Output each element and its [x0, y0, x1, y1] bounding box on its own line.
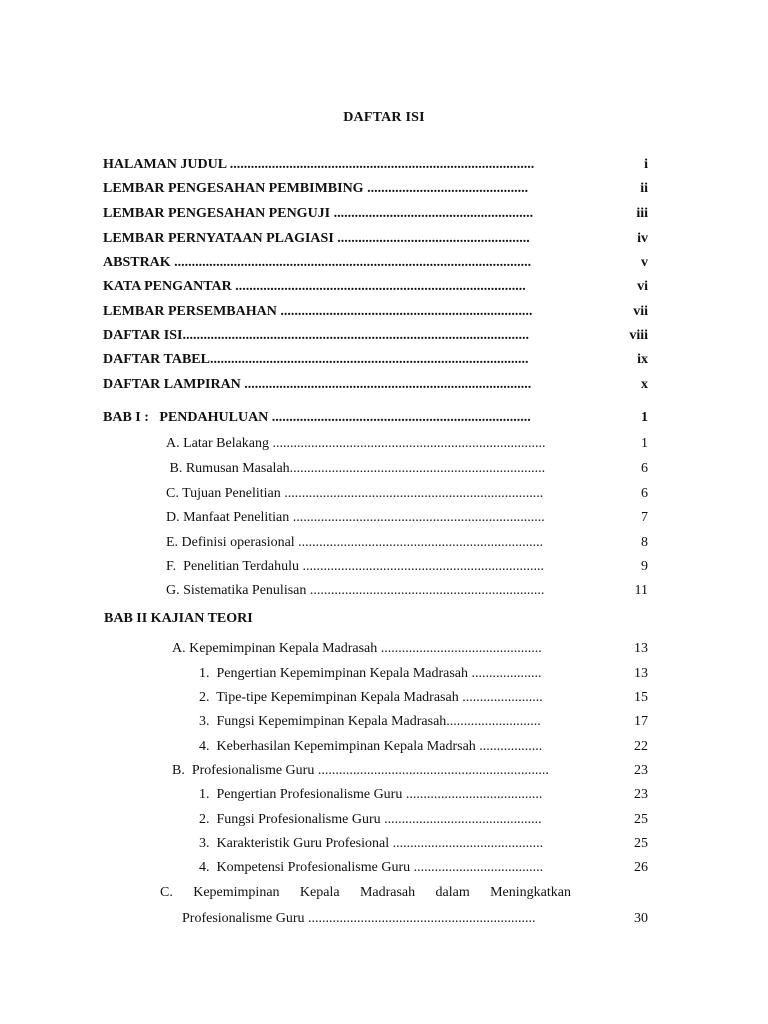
toc-subentry-title: E. Definisi operasional ...................................................................... [166, 535, 544, 550]
toc-subsubentry [199, 834, 648, 854]
toc-subsubentry-title: 2. Fungsi Profesionalisme Guru ............................................. [199, 812, 542, 827]
toc-subsubentry [199, 810, 648, 830]
toc-subentry-title: G. Sistematika Penulisan ................................................................... [166, 583, 545, 598]
chapter-heading-title: BAB II KAJIAN TEORI [104, 611, 253, 626]
toc-subentry [172, 639, 648, 659]
toc-entry [103, 179, 648, 199]
toc-subsubentry-page: 25 [634, 812, 648, 827]
toc-subentry-page: 9 [641, 559, 648, 574]
toc-entry-page: i [644, 157, 648, 172]
toc-subsubentry [199, 858, 648, 878]
toc-subsubentry [199, 712, 648, 732]
toc-subsubentry-title: 2. Tipe-tipe Kepemimpinan Kepala Madrasah ....................... [199, 690, 543, 705]
toc-entry-title: LEMBAR PERNYATAAN PLAGIASI ....................................................... [103, 231, 530, 246]
toc-entry-page: x [641, 377, 648, 392]
toc-entry-title: DAFTAR LAMPIRAN .................................................................................. [103, 377, 532, 392]
toc-entry [103, 350, 648, 370]
toc-entry-page: vi [637, 279, 648, 294]
toc-subsubentry-title: 3. Fungsi Kepemimpinan Kepala Madrasah........................... [199, 714, 541, 729]
toc-entry-title: LEMBAR PERSEMBAHAN ........................................................................ [103, 304, 533, 319]
toc-subsubentry-page: 23 [634, 787, 648, 802]
toc-entry [103, 277, 648, 297]
toc-subsubentry-title: 4. Kompetensi Profesionalisme Guru ..................................... [199, 860, 544, 875]
toc-subentry-title: C. Tujuan Penelitian .......................................................................... [166, 486, 544, 501]
toc-subentry-title: B. Profesionalisme Guru .................................................................. [172, 763, 549, 778]
toc-subentry-title: F. Penelitian Terdahulu ..................................................................... [166, 559, 544, 574]
toc-subentry-title: A. Latar Belakang .............................................................................. [166, 436, 546, 451]
toc-subentry-title: A. Kepemimpinan Kepala Madrasah .............................................. [172, 641, 542, 656]
toc-entry-page: ix [637, 352, 648, 367]
toc-subentry [172, 761, 648, 781]
toc-subsubentry [199, 664, 648, 684]
toc-subentry-page: 8 [641, 535, 648, 550]
toc-entry-page: iv [637, 231, 648, 246]
page-title: DAFTAR ISI [343, 110, 425, 125]
word: Madrasah [359, 885, 416, 900]
word: Meningkatkan [490, 885, 571, 900]
toc-entry [103, 253, 648, 273]
chapter-heading-page: 1 [641, 410, 648, 425]
toc-entry-page: v [641, 255, 648, 270]
toc-subentry [166, 581, 648, 601]
word: C. [160, 885, 173, 900]
toc-subentry-page: 23 [634, 763, 648, 778]
toc-subentry-title: B. Rumusan Masalah......................................................................... [166, 461, 546, 476]
toc-subentry-page: 13 [634, 641, 648, 656]
toc-subsubentry [199, 688, 648, 708]
toc-subentry-page: 6 [641, 461, 648, 476]
toc-subentry [166, 557, 648, 577]
toc-subsubentry-page: 22 [634, 739, 648, 754]
toc-entry-title: LEMBAR PENGESAHAN PEMBIMBING .............................................. [103, 181, 529, 196]
toc-subentry-page: 7 [641, 510, 648, 525]
toc-subsubentry [199, 785, 648, 805]
toc-subsubentry-title: 1. Pengertian Kepemimpinan Kepala Madrasah .................... [199, 666, 542, 681]
toc-entry [103, 326, 648, 346]
toc-subsubentry-title: 3. Karakteristik Guru Profesional ........................................... [199, 836, 544, 851]
toc-entry-title: HALAMAN JUDUL ....................................................................................... [103, 157, 535, 172]
toc-subsubentry-page: 13 [634, 666, 648, 681]
toc-subentry [166, 484, 648, 504]
toc-subentry [166, 434, 648, 454]
toc-entry-page: ii [640, 181, 648, 196]
chapter-heading-title: BAB I : PENDAHULUAN .......................................................................... [103, 410, 531, 425]
toc-entry [103, 229, 648, 249]
toc-subentry-multiline-first [160, 883, 571, 903]
toc-entry-title: DAFTAR TABEL........................................................................................... [103, 352, 529, 367]
toc-entry-title: DAFTAR ISI................................................................................................... [103, 328, 529, 343]
toc-entry-page: iii [636, 206, 648, 221]
toc-subsubentry-page: 26 [634, 860, 648, 875]
toc-entry [103, 375, 648, 395]
toc-subentry-page: 1 [641, 436, 648, 451]
toc-subsubentry-page: 25 [634, 836, 648, 851]
toc-entry-page: vii [633, 304, 648, 319]
toc-subsubentry [199, 737, 648, 757]
toc-subentry-title: D. Manfaat Penelitian ........................................................................ [166, 510, 545, 525]
toc-subentry-multiline-second [182, 909, 648, 929]
toc-subentry-page: 30 [634, 911, 648, 926]
word: Kepemimpinan [193, 885, 280, 900]
toc-subsubentry-page: 15 [634, 690, 648, 705]
toc-entry [103, 155, 648, 175]
toc-subentry [166, 459, 648, 479]
toc-subentry-page: 6 [641, 486, 648, 501]
toc-entry [103, 204, 648, 224]
toc-entry-title: KATA PENGANTAR ................................................................................... [103, 279, 526, 294]
toc-entry-page: viii [629, 328, 648, 343]
chapter-heading [103, 408, 648, 428]
toc-subentry-title: Profesionalisme Guru ................................................................. [182, 911, 536, 926]
toc-entry-title: ABSTRAK ...................................................................................................... [103, 255, 532, 270]
toc-subsubentry-title: 1. Pengertian Profesionalisme Guru ....................................... [199, 787, 543, 802]
toc-entry-title: LEMBAR PENGESAHAN PENGUJI ......................................................... [103, 206, 534, 221]
toc-subentry-page: 11 [634, 583, 648, 598]
toc-subsubentry-title: 4. Keberhasilan Kepemimpinan Kepala Madrsah .................. [199, 739, 543, 754]
toc-subsubentry-page: 17 [634, 714, 648, 729]
toc-subentry [166, 533, 648, 553]
toc-subentry [166, 508, 648, 528]
word: Kepala [299, 885, 340, 900]
word: dalam [435, 885, 470, 900]
toc-entry [103, 302, 648, 322]
